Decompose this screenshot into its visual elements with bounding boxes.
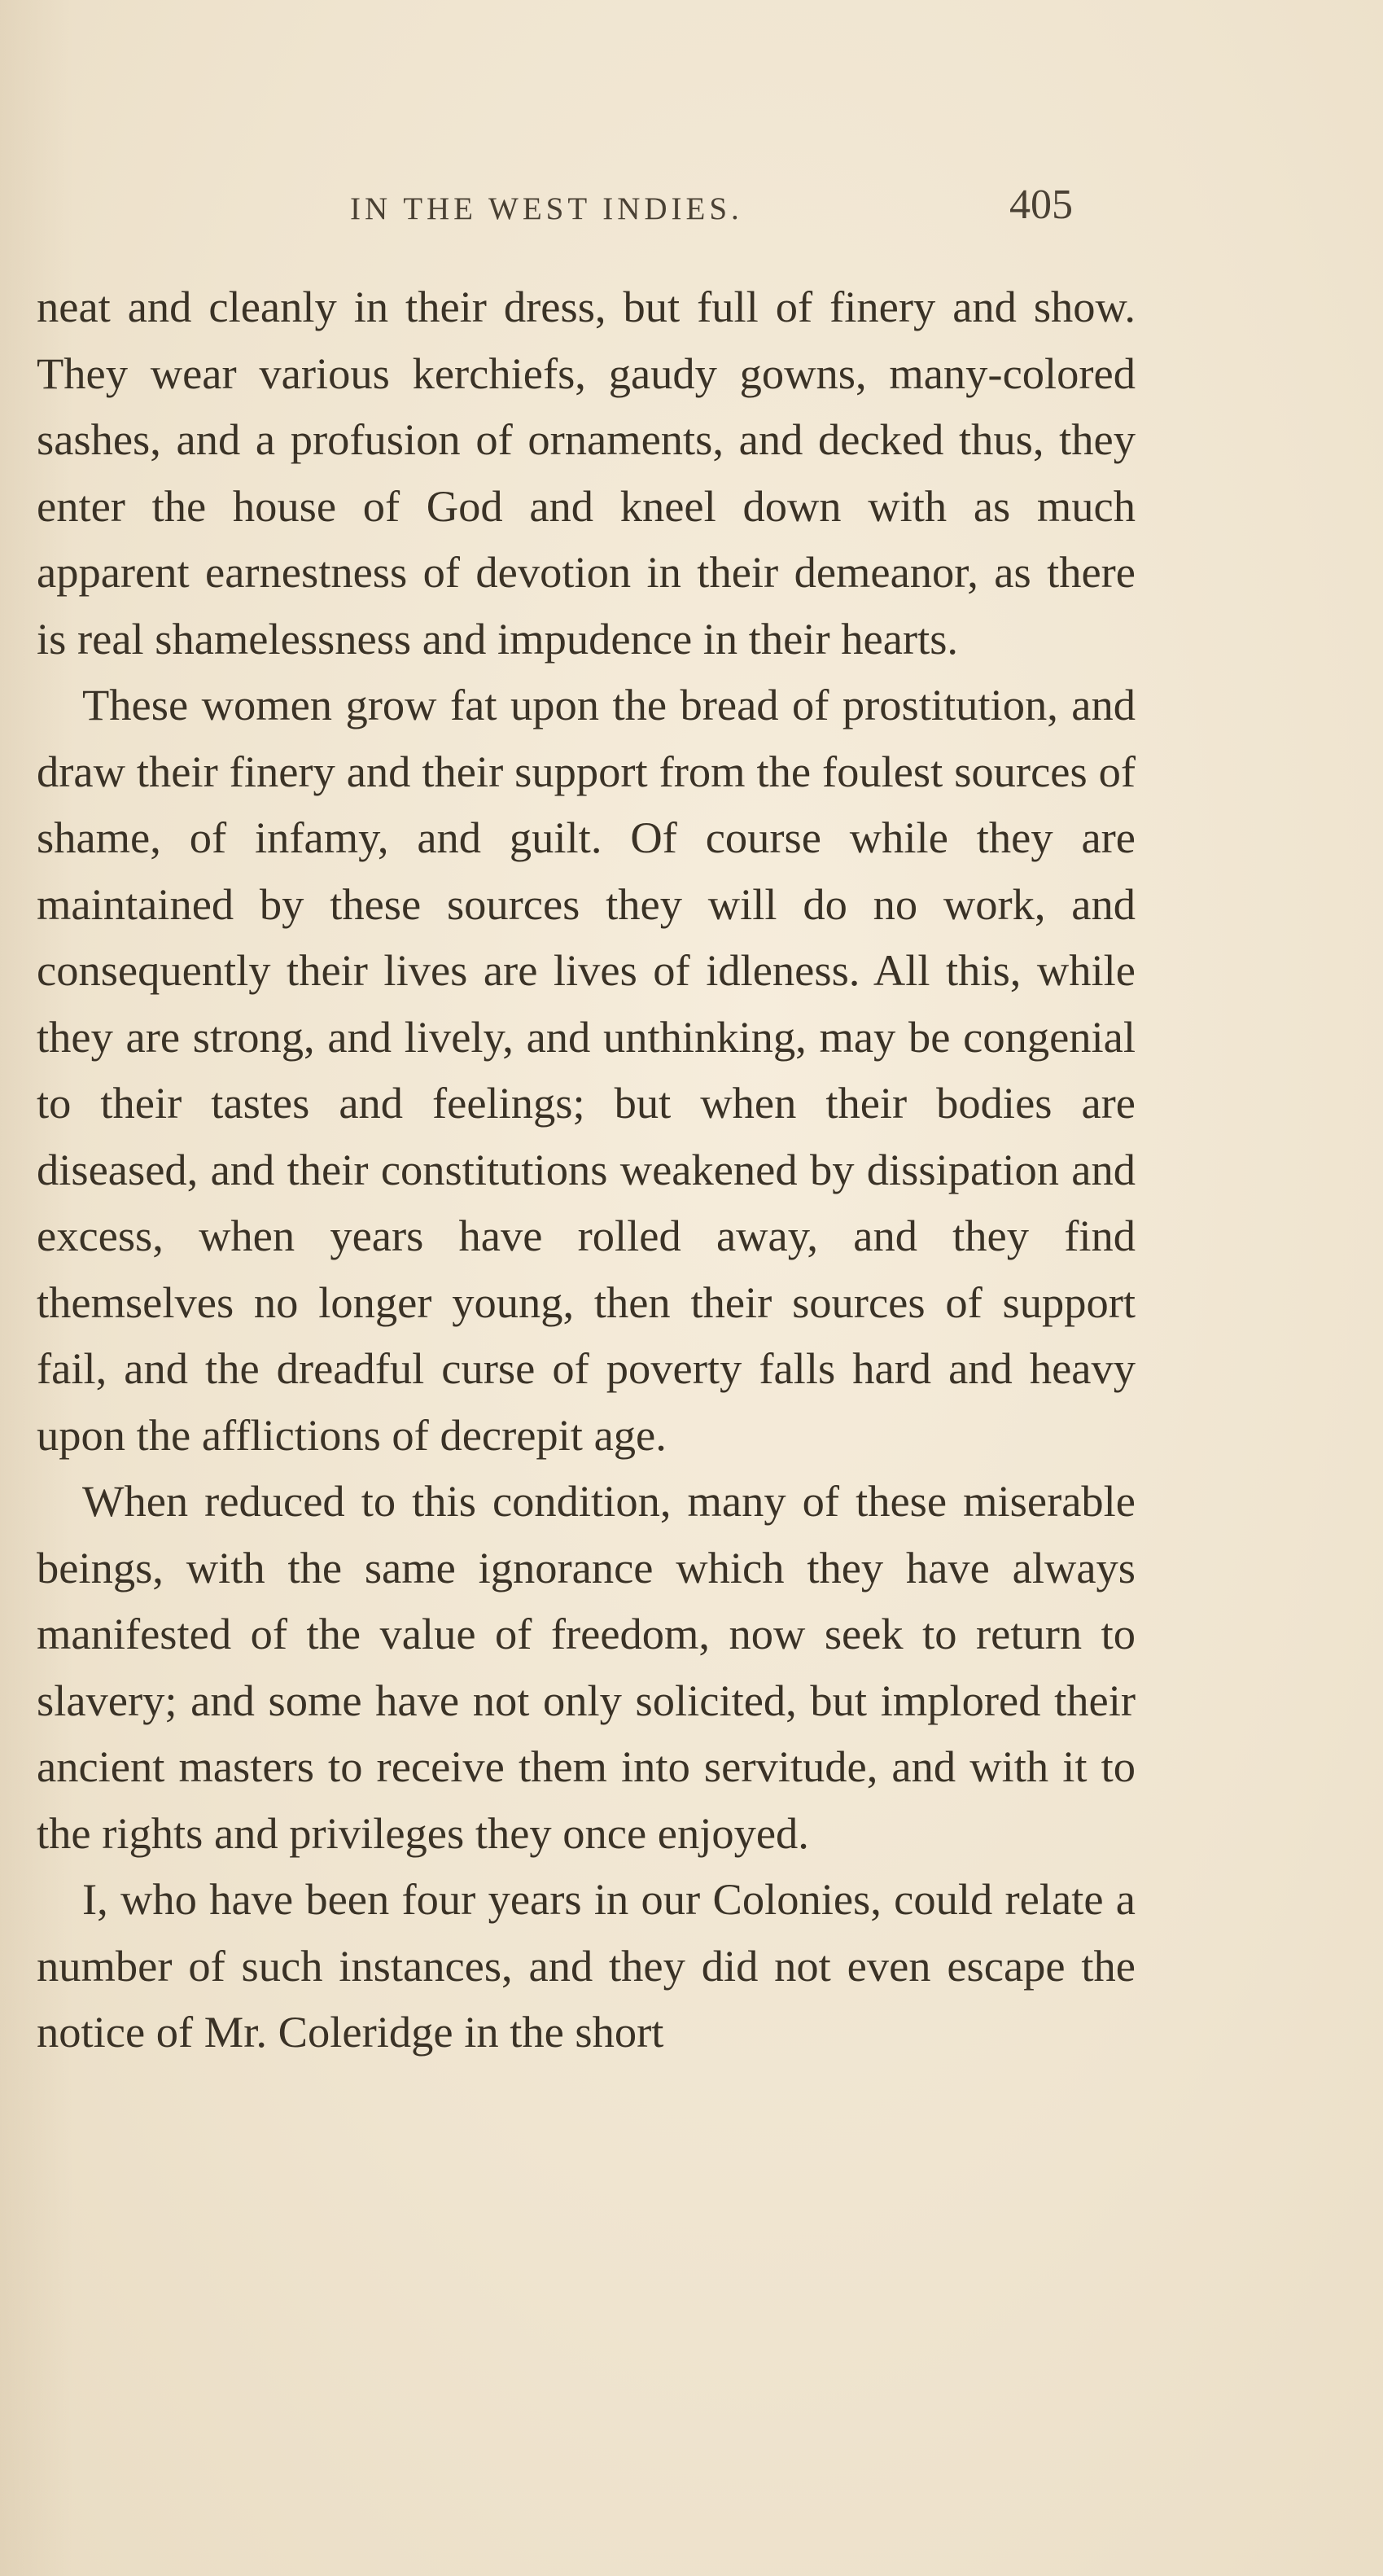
body-text — [37, 274, 1136, 2066]
paragraph: These women grow fat upon the bread of prostitution, and draw their finery and their support from the foulest sources of shame, of infamy, and guilt. Of course while they are maintained by these sources they will do no work, and consequently their lives are lives of idleness. All this, while they are strong, and lively, and unthinking, may be congenial to their tastes and feelings; but when their bodies are diseased, and their constitutions weakened by dissipation and excess, when years have rolled away, and they find themselves no longer young, then their sources of support fail, and the dreadful curse of poverty falls hard and heavy upon the afflictions of decrepit age. — [37, 680, 1136, 1460]
running-head — [0, 181, 1383, 246]
page-number: 405 — [1009, 182, 1073, 228]
running-title: IN THE WEST INDIES. — [350, 191, 743, 226]
paragraph: I, who have been four years in our Colonies, could relate a number of such instances, and they did not even escape the notice of Mr. Coleridge in the short — [37, 1874, 1136, 2057]
paragraph-continuation: neat and cleanly in their dress, but full of finery and show. They wear various kerchiefs, gaudy gowns, many-colored sashes, and a profusion of ornaments, and decked thus, they enter the house of God and kneel down with as much apparent earnestness of devotion in their demeanor, as there is real shamelessness and impudence in their hearts. — [37, 282, 1136, 664]
paragraph: When reduced to this condition, many of these miserable beings, with the same ignorance which they have always manifested of the value of freedom, now seek to return to slavery; and some have not only solicited, but implored their ancient masters to receive them into servitude, and with it to the rights and privileges they once enjoyed. — [37, 1476, 1136, 1858]
